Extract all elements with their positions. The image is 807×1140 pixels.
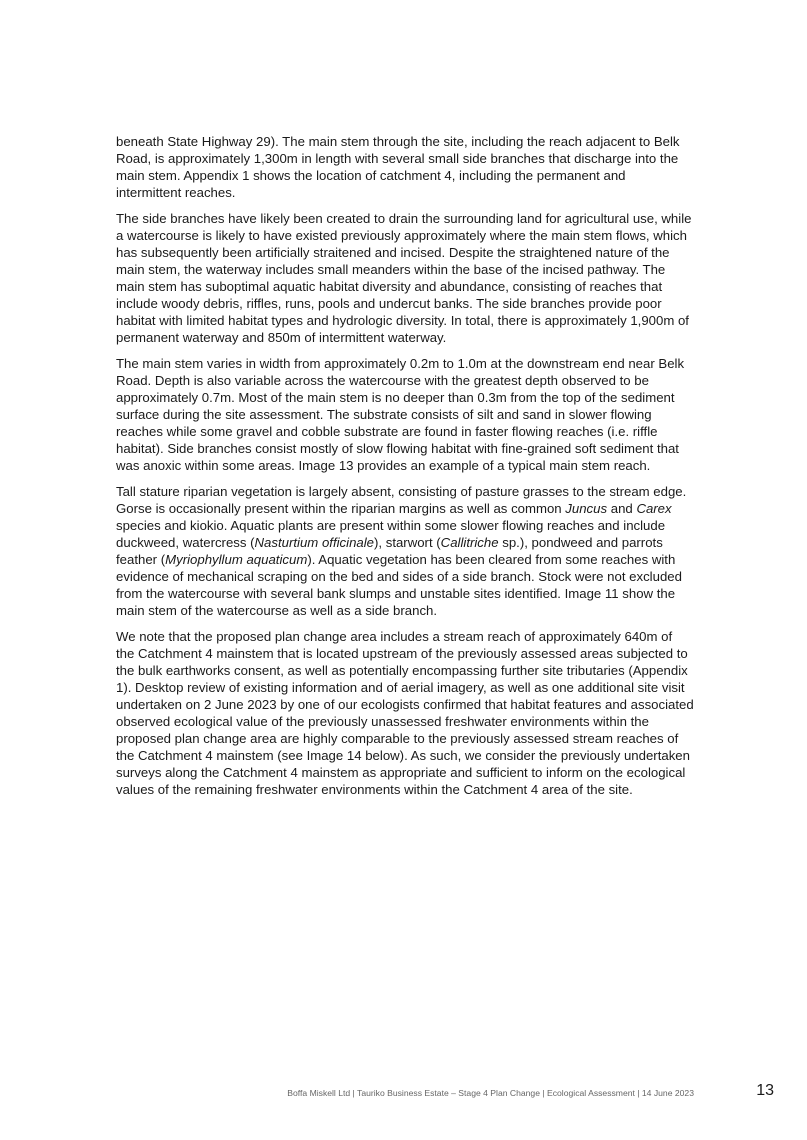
text-run: sp.), pondweed and parrots feather ( [116, 535, 663, 567]
italic-term: Carex [636, 501, 672, 516]
text-run: We note that the proposed plan change area includes a stream reach of approximately 640m of the Catchment 4 mainstem that is located upstream of the previously assessed areas subjected to the bulk earthworks consent, as well as potentially encompassing further site tributaries (Appendix 1). Desktop review of existing information and of aerial imagery, as well as one additional site visit undertaken on 2 June 2023 by one of our ecologists confirmed that habitat features and associated observed ecological value of the previously unassessed freshwater environments within the proposed plan change area are highly comparable to the previously assessed stream reaches of the Catchment 4 mainstem (see Image 14 below). As such, we consider the previously undertaken surveys along the Catchment 4 mainstem as appropriate and sufficient to inform on the ecological values of the remaining freshwater environments within the Catchment 4 area of the site. [116, 629, 694, 797]
body-paragraph [116, 483, 694, 619]
body-paragraph [116, 628, 694, 798]
page-number: 13 [756, 1082, 774, 1099]
body-paragraph [116, 210, 694, 346]
text-run: ), starwort ( [374, 535, 441, 550]
text-run: The side branches have likely been created to drain the surrounding land for agricultural use, while a watercourse is likely to have existed previously approximately where the main stem flows, which has subsequently been artificially straitened and incised. Despite the straightened nature of the main stem, the waterway includes small meanders within the base of the incised pathway. The main stem has suboptimal aquatic habitat diversity and abundance, consisting of reaches that include woody debris, riffles, runs, pools and undercut banks. The side branches provide poor habitat with limited habitat types and hydrologic diversity. In total, there is approximately 1,900m of permanent waterway and 850m of intermittent waterway. [116, 211, 692, 345]
body-paragraph [116, 133, 694, 201]
italic-term: Nasturtium officinale [254, 535, 374, 550]
text-run: and [607, 501, 637, 516]
text-run: Tall stature riparian vegetation is largely absent, consisting of pasture grasses to the stream edge. Gorse is occasionally present within the riparian margins as well as common [116, 484, 687, 516]
body-paragraph [116, 355, 694, 474]
text-run: The main stem varies in width from approximately 0.2m to 1.0m at the downstream end near Belk Road. Depth is also variable across the watercourse with the greatest depth observed to be approximately 0.7m. Most of the main stem is no deeper than 0.3m from the top of the sediment surface during the site assessment. The substrate consists of silt and sand in slower flowing reaches while some gravel and cobble substrate are found in faster flowing reaches (i.e. riffle habitat). Side branches consist mostly of slow flowing habitat with fine-grained soft sediment that was anoxic within some areas. Image 13 provides an example of a typical main stem reach. [116, 356, 685, 473]
text-run: species and kiokio. Aquatic plants are present within some slower flowing reaches and include duckweed, watercress ( [116, 518, 666, 550]
italic-term: Myriophyllum aquaticum [165, 552, 308, 567]
page-footer: Boffa Miskell Ltd | Tauriko Business Estate – Stage 4 Plan Change | Ecological Assessment | 14 June 2023 [287, 1088, 694, 1098]
italic-term: Juncus [565, 501, 608, 516]
text-run: beneath State Highway 29). The main stem through the site, including the reach adjacent to Belk Road, is approximately 1,300m in length with several small side branches that discharge into the main stem. Appendix 1 shows the location of catchment 4, including the permanent and intermittent reaches. [116, 134, 680, 200]
text-run: ). Aquatic vegetation has been cleared from some reaches with evidence of mechanical scraping on the bed and sides of a side branch. Stock were not excluded from the watercourse with several bank slumps and unstable sites identified. Image 11 show the main stem of the watercourse as well as a side branch. [116, 552, 682, 618]
document-body [116, 133, 694, 807]
italic-term: Callitriche [440, 535, 499, 550]
